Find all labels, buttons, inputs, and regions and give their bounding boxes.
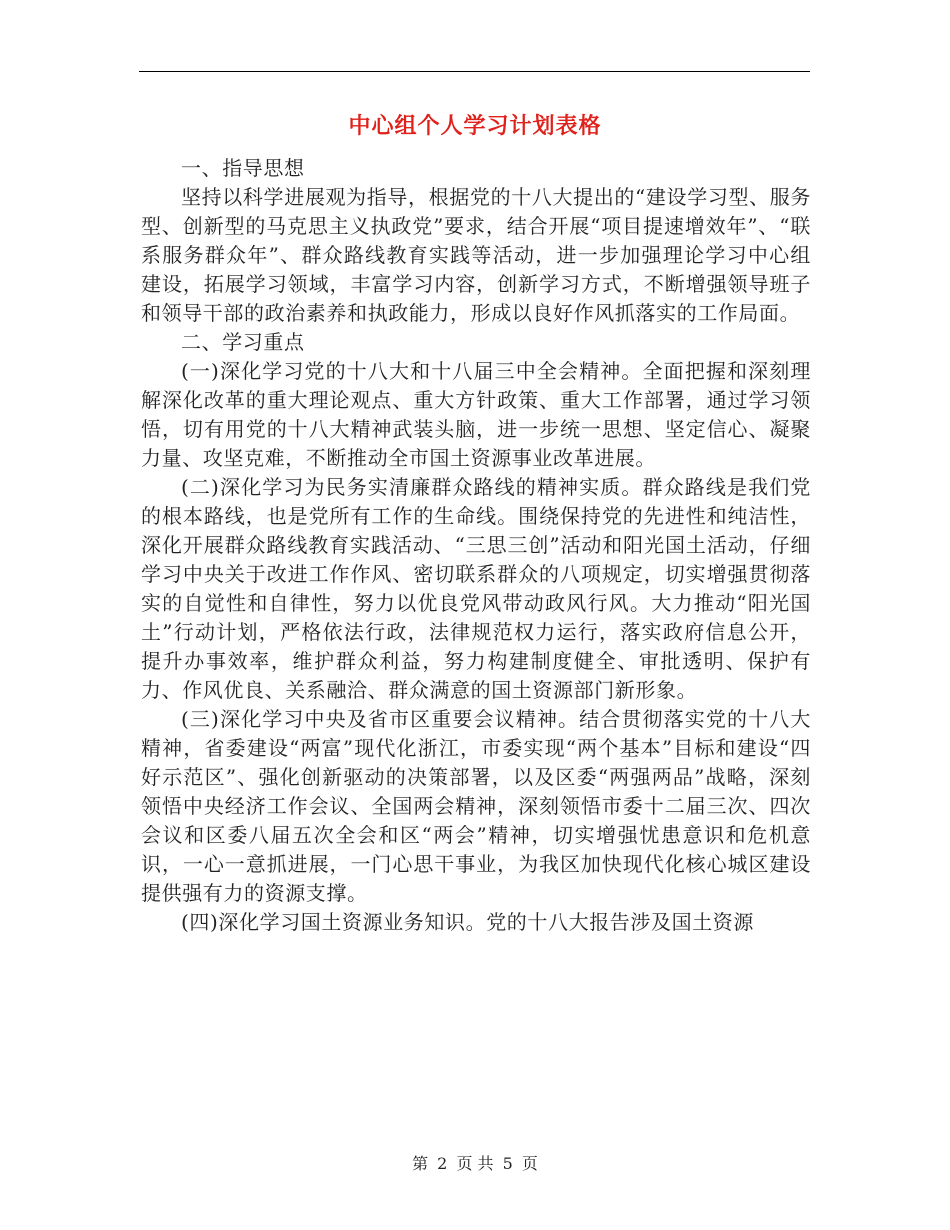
section-heading: 二、学习重点 <box>181 330 305 354</box>
page-footer <box>0 1153 950 1175</box>
paragraph: (一)深化学习党的十八大和十八届三中全会精神。全面把握和深刻理解深化改革的重大理论观点、重大方针政策、重大工作部署，通过学习领悟，切有用党的十八大精神武装头脑，进一步统一思想、坚定信心、凝聚力量、攻坚克难，不断推动全市国土资源事业改革进展。 <box>141 359 811 470</box>
current-page-number: 2 <box>437 1154 448 1173</box>
paragraph: 坚持以科学进展观为指导，根据党的十八大提出的“建设学习型、服务型、创新型的马克思主义执政党”要求，结合开展“项目提速增效年”、“联系服务群众年”、群众路线教育实践等活动，进一步加强理论学习中心组建设，拓展学习领域，丰富学习内容，创新学习方式，不断增强领导班子和领导干部的政治素养和执政能力，形成以良好作风抓落实的工作局面。 <box>141 185 811 325</box>
paragraph: (二)深化学习为民务实清廉群众路线的精神实质。群众路线是我们党的根本路线，也是党所有工作的生命线。围绕保持党的先进性和纯洁性，深化开展群众路线教育实践活动、“三思三创”活动和阳光国土活动，仔细学习中央关于改进工作作风、密切联系群众的八项规定，切实增强贯彻落实的自觉性和自律性，努力以优良党风带动政风行风。大力推动“阳光国土”行动计划，严格依法行政，法律规范权力运行，落实政府信息公开，提升办事效率，维护群众利益，努力构建制度健全、审批透明、保护有力、作风优良、关系融洽、群众满意的国土资源部门新形象。 <box>141 475 811 702</box>
paragraph: (四)深化学习国土资源业务知识。党的十八大报告涉及国土资源 <box>181 910 755 934</box>
document-body <box>141 154 811 937</box>
footer-suffix: 页 <box>521 1154 538 1173</box>
total-page-count: 5 <box>502 1154 513 1173</box>
section-heading: 一、指导思想 <box>181 156 305 180</box>
document-title: 中心组个人学习计划表格 <box>348 113 602 139</box>
paragraph: (三)深化学习中央及省市区重要会议精神。结合贯彻落实党的十八大精神，省委建设“两富”现代化浙江，市委实现“两个基本”目标和建设“四好示范区”、强化创新驱动的决策部署，以及区委“两强两品”战略，深刻领悟中央经济工作会议、全国两会精神，深刻领悟市委十二届三次、四次会议和区委八届五次全会和区“两会”精神，切实增强忧患意识和危机意识，一心一意抓进展，一门心思干事业，为我区加快现代化核心城区建设提供强有力的资源支撑。 <box>141 707 811 905</box>
footer-middle: 页 共 <box>456 1154 494 1173</box>
footer-prefix: 第 <box>412 1154 429 1173</box>
header-rule <box>139 71 810 72</box>
